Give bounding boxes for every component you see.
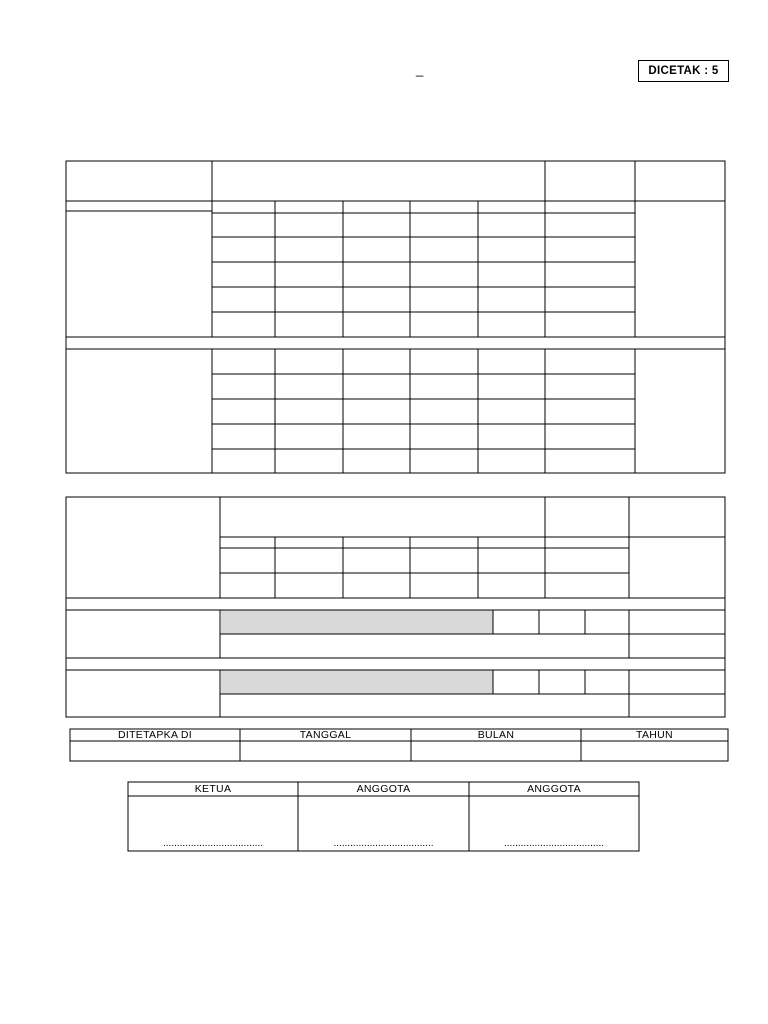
table-2 xyxy=(66,497,725,717)
header-bulan: BULAN xyxy=(477,729,515,741)
header-ketua: KETUA xyxy=(194,783,232,795)
dicetak-box: DICETAK : 5 xyxy=(638,60,729,82)
signature-line-anggota-1: .................................... xyxy=(333,837,434,849)
header-dash: _ xyxy=(416,62,424,77)
header-anggota-2: ANGGOTA xyxy=(527,783,581,795)
table-1 xyxy=(66,161,725,473)
signature-line-anggota-2: .................................... xyxy=(503,837,605,849)
header-tahun: TAHUN xyxy=(636,729,673,741)
header-anggota-1: ANGGOTA xyxy=(356,783,411,795)
header-tanggal: TANGGAL xyxy=(299,729,352,741)
header-ditetapka-di: DITETAPKA DI xyxy=(117,729,192,741)
signature-line-ketua: .................................... xyxy=(162,837,264,849)
